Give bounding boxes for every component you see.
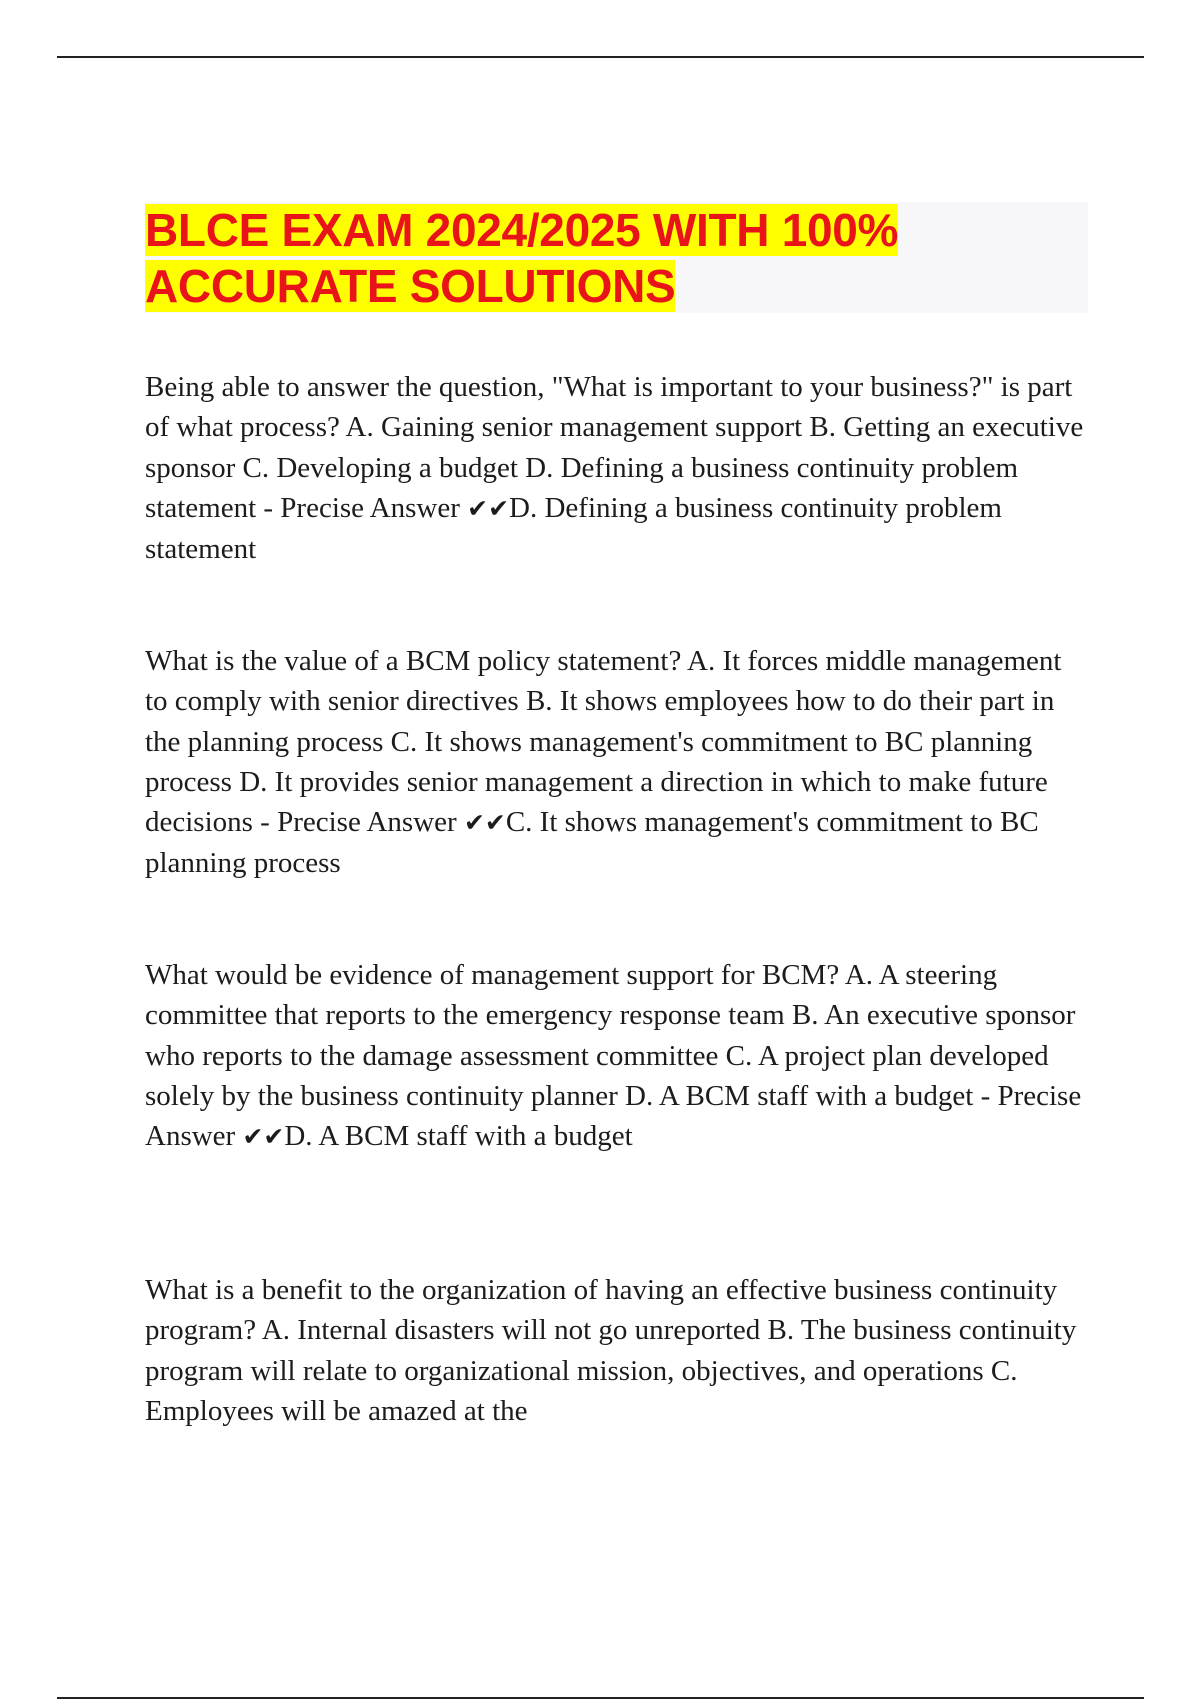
answer-2-text: C. It shows management's commitment to BC planning process [145, 806, 1039, 880]
question-2-text: What is the value of a BCM policy statement? A. It forces middle management to comply with senior directives B. It shows employees how to do their part in the planning process C. It shows management's commitment to BC planning process D. It provides senior management a direction in which to make future decisions - Precise Answer [145, 645, 1062, 839]
top-rule [57, 56, 1144, 58]
question-1-text: Being able to answer the question, "What is important to your business?" is part of what process? A. Gaining senior management support B. Getting an executive sponsor C. Developing a budget D. Defining a business continuity problem statement - Precise Answer [145, 371, 1084, 524]
answer-check-icon: ✔✔ [467, 493, 510, 523]
question-4 [145, 1270, 1090, 1431]
question-3-text: What would be evidence of management support for BCM? A. A steering committee that reports to the emergency response team B. An executive sponsor who reports to the damage assessment committee C. A project plan developed solely by the business continuity planner D. A BCM staff with a budget - Precise Answer [145, 959, 1082, 1153]
answer-check-icon: ✔✔ [463, 808, 506, 838]
question-1 [145, 367, 1090, 569]
question-2 [145, 641, 1090, 884]
document-title [145, 202, 1088, 314]
bottom-rule [57, 1697, 1144, 1699]
answer-3-text: D. A BCM staff with a budget [284, 1120, 633, 1153]
answer-check-icon: ✔✔ [242, 1122, 285, 1152]
question-4-text: What is a benefit to the organization of having an effective business continuity program? A. Internal disasters will not go unreported B. The business continuity program will relate to organizational mission, objectives, and operations C. Employees will be amazed at the [145, 1274, 1077, 1427]
title-block [145, 202, 1088, 313]
question-3 [145, 955, 1090, 1157]
title-line-2: ACCURATE SOLUTIONS [145, 260, 676, 312]
title-line-1: BLCE EXAM 2024/2025 WITH 100% [145, 204, 899, 256]
answer-1-text: D. Defining a business continuity problem statement [145, 491, 1002, 566]
